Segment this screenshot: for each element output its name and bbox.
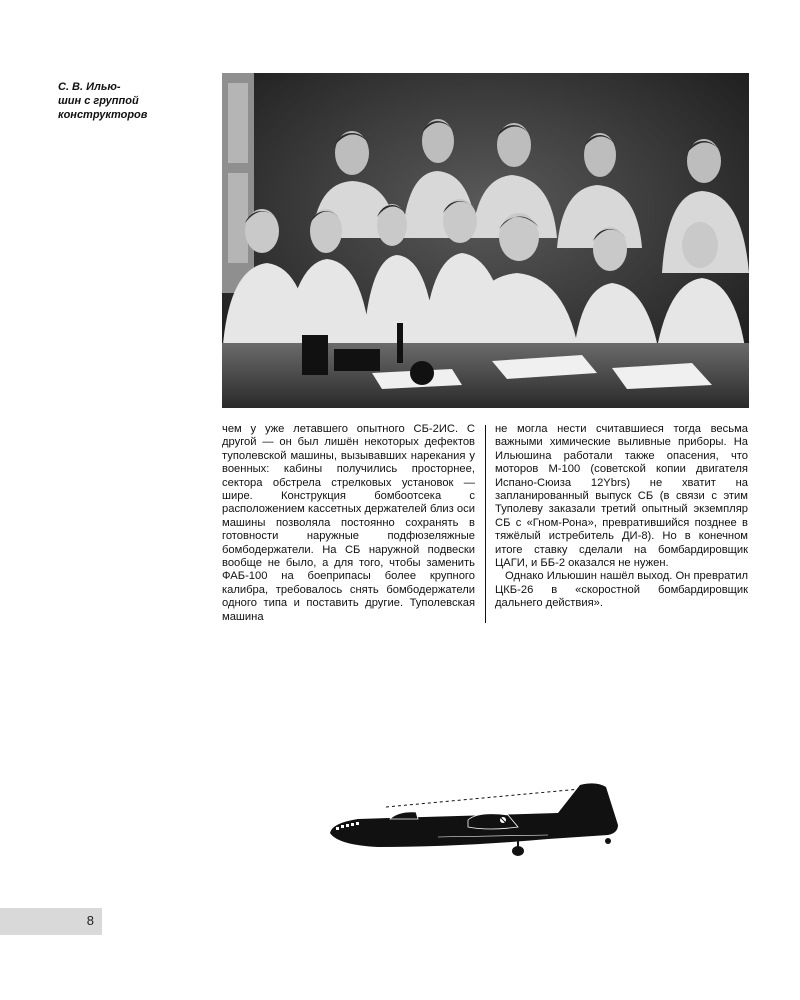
caption-line: шин с группой [58,95,139,107]
text-column-right [495,423,748,611]
page-number-bar [0,908,102,935]
aircraft-silhouette-icon [318,775,628,865]
paragraph: чем у уже летавшего опытного СБ-2ИС. С другой — он был лишён некоторых дефектов туполевской машины, вызывавших нарекания у военных: кабины получились просторнее, сектора обстрела стрелковых установок — шире. Конструкция бомбоотсека с расположением кассетных держателей близ оси машины позволяла постоянно сохранять в готовности наружные подфюзеляжные бомбодержатели. На СБ наружной подвески вообще не было, а для того, чтобы заменить ФАБ-100 на боеприпасы более крупного калибра, требовалось снять бомбодержатели одного типа и поставить другие. Туполевская машина [222,423,475,623]
caption-line: С. В. Илью- [58,81,121,93]
paragraph: не могла нести считавшиеся тогда весьма важными химические выливные приборы. На Ильюшина работали также опасения, что моторов М-100 (советской копии двигателя Испано-Сюиза 12Ybrs) не хватит на запланированный выпуск СБ (в связи с этим Туполеву заказали третий опытный экземпляр СБ с «Гном-Рона», превратившийся позднее в тяжёлый истребитель ДИ-8). Но в конечном итоге ставку сделали на бомбардировщик ЦАГИ, и ББ-2 оказался не нужен. [495,423,748,570]
photo-caption [58,80,198,122]
group-photo-icon [222,73,749,408]
paragraph: Однако Ильюшин нашёл выход. Он превратил ЦКБ-26 в «скоростной бомбардировщик дальнего действия». [495,570,748,610]
text-column-left [222,423,475,624]
page-number: 8 [86,913,94,928]
column-divider [485,425,486,623]
caption-line: конструкторов [58,109,148,121]
